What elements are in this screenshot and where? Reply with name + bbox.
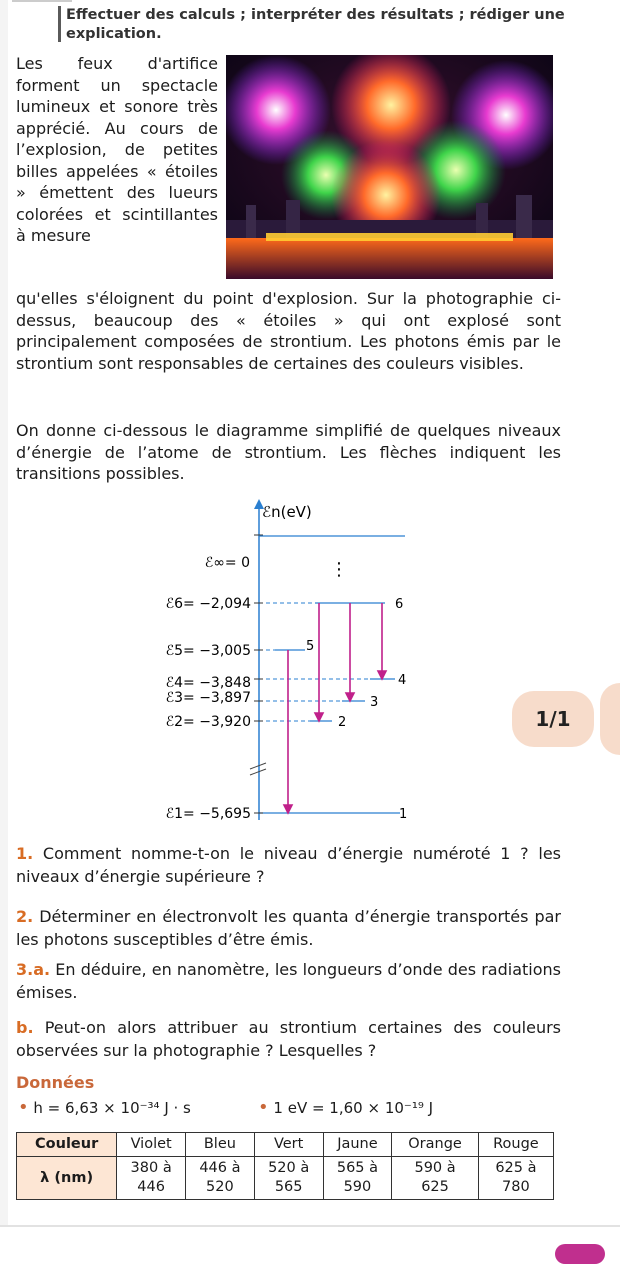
diagram-intro: On donne ci-dessous le diagramme simplifié de quelques niveaux d’énergie de l’atome de strontium. Les flèches indiquent les transitions possibles. (16, 421, 561, 483)
level-label-5: ℰ5= −3,005 (165, 643, 251, 659)
table-cell: 380 à 446 (117, 1157, 186, 1200)
question-number: 3.a. (16, 960, 51, 979)
next-page-tab[interactable] (600, 683, 620, 755)
table-row (17, 1157, 554, 1200)
table-cell: 565 à 590 (323, 1157, 392, 1200)
table-cell: Bleu (186, 1133, 255, 1157)
level-label-1: ℰ1= −5,695 (165, 806, 251, 822)
question-number: b. (16, 1018, 34, 1037)
header-accent-bar (58, 6, 61, 42)
planck-constant-value: h = 6,63 × 10⁻³⁴ J · s (33, 1099, 191, 1117)
skills-header: Effectuer des calculs ; interpréter des résultats ; rédiger une explication. (66, 7, 565, 42)
page-bottom-rule (0, 1225, 620, 1227)
continuation-dots: ⋮ (330, 559, 348, 580)
level-number-1: 1 (399, 807, 408, 822)
question-number: 2. (16, 907, 34, 926)
question-number: 1. (16, 844, 34, 863)
table-header-color: Couleur (17, 1133, 117, 1157)
level-number-5: 5 (306, 639, 315, 654)
level-number-3: 3 (370, 695, 379, 710)
table-cell: Orange (392, 1133, 478, 1157)
table-cell: Jaune (323, 1133, 392, 1157)
level-label-infinity: ℰ∞= 0 (204, 555, 250, 571)
level-label-4: ℰ4= −3,848 (165, 675, 251, 691)
table-cell: Rouge (478, 1133, 553, 1157)
color-wavelength-table (16, 1132, 554, 1200)
page-indicator-badge[interactable]: 1/1 (512, 691, 594, 747)
question-text: En déduire, en nanomètre, les longueurs d’onde des radiations émises. (16, 960, 561, 1002)
level-label-2: ℰ2= −3,920 (165, 714, 251, 730)
intro-text-left: Les feux d'artifice forment un spectacle lumineux et sonore très apprécié. Au cours de l’explosion, de petites billes appelées « étoiles » émettent des lueurs colorées et scintillantes à mesure (16, 54, 218, 245)
ev-conversion (258, 1097, 433, 1118)
bullet-icon: • (18, 1097, 29, 1118)
bullet-icon: • (258, 1097, 269, 1118)
table-cell: 520 à 565 (254, 1157, 323, 1200)
ev-conversion-value: 1 eV = 1,60 × 10⁻¹⁹ J (273, 1099, 434, 1117)
header-top-rule (12, 0, 72, 2)
level-number-6: 6 (395, 597, 404, 612)
level-label-6: ℰ6= −2,094 (165, 596, 251, 612)
question-3a (16, 958, 561, 1004)
question-text: Déterminer en électronvolt les quanta d’énergie transportés par les photons susceptibles d’être émis. (16, 907, 561, 949)
page-left-margin (0, 0, 8, 1225)
level-label-3: ℰ3= −3,897 (165, 690, 251, 706)
planck-constant (18, 1097, 191, 1118)
data-title: Données (16, 1073, 95, 1092)
level-lines (259, 603, 400, 813)
table-cell: 590 à 625 (392, 1157, 478, 1200)
question-text: Peut-on alors attribuer au strontium certaines des couleurs observées sur la photographie ? Lesquelles ? (16, 1018, 561, 1060)
fireworks-photo (226, 55, 553, 279)
table-cell: 625 à 780 (478, 1157, 553, 1200)
energy-level-diagram (120, 495, 420, 825)
question-1 (16, 842, 561, 888)
table-cell: Vert (254, 1133, 323, 1157)
table-cell: 446 à 520 (186, 1157, 255, 1200)
table-header-wavelength: λ (nm) (17, 1157, 117, 1200)
question-3b (16, 1016, 561, 1062)
intro-text-full: qu'elles s'éloignent du point d'explosion. Sur la photographie ci-dessus, beaucoup des « étoiles » qui ont explosé sont principalement composées de strontium. Les photons émis par le strontium sont responsables de certaines des couleurs visibles. (16, 289, 561, 373)
page-number-tab (555, 1244, 605, 1264)
table-cell: Violet (117, 1133, 186, 1157)
question-text: Comment nomme-t-on le niveau d’énergie numéroté 1 ? les niveaux d’énergie supérieure ? (16, 844, 561, 886)
level-number-2: 2 (338, 715, 347, 730)
level-number-4: 4 (398, 673, 407, 688)
axis-label: ℰn(eV) (262, 503, 312, 521)
question-2 (16, 905, 561, 951)
table-row (17, 1133, 554, 1157)
